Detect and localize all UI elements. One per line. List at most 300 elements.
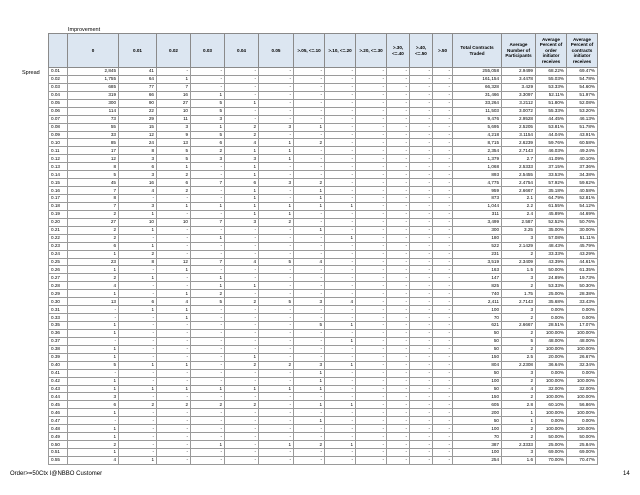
spread-cell: 0.08: [49, 123, 68, 131]
table-cell: -: [294, 131, 325, 139]
table-cell: 1: [119, 226, 157, 234]
table-cell: 3: [225, 155, 259, 163]
table-cell: -: [225, 68, 259, 76]
table-cell: 69.47%: [567, 68, 598, 76]
table-cell: 13: [157, 139, 191, 147]
spread-cell: 0.26: [49, 266, 68, 274]
table-cell: 30.00%: [567, 226, 598, 234]
table-row: [49, 115, 598, 123]
table-cell: 200: [453, 409, 502, 417]
table-cell: -: [294, 250, 325, 258]
table-cell: 32.34%: [567, 361, 598, 369]
footer-caption: Order>=50Ctx I@NBBO Customer: [10, 471, 103, 477]
table-cell: 3.3097: [502, 91, 536, 99]
table-cell: 10: [119, 218, 157, 226]
table-cell: -: [294, 163, 325, 171]
table-cell: 6: [119, 163, 157, 171]
table-cell: -: [119, 425, 157, 433]
table-cell: -: [387, 195, 410, 203]
table-cell: -: [225, 345, 259, 353]
table-cell: 1: [259, 385, 294, 393]
table-cell: -: [410, 210, 433, 218]
table-cell: -: [410, 202, 433, 210]
table-cell: 44.69%: [567, 210, 598, 218]
table-cell: -: [68, 417, 119, 425]
table-cell: -: [157, 329, 191, 337]
table-cell: 1: [68, 449, 119, 457]
spread-cell: 0.14: [49, 171, 68, 179]
table-cell: 66,328: [453, 83, 502, 91]
table-cell: -: [225, 369, 259, 377]
table-cell: 25.00%: [536, 441, 567, 449]
table-cell: -: [356, 99, 387, 107]
table-row: [49, 449, 598, 457]
table-cell: -: [433, 274, 453, 282]
table-cell: -: [119, 449, 157, 457]
table-cell: 73: [68, 115, 119, 123]
table-cell: -: [294, 353, 325, 361]
table-cell: 3: [294, 361, 325, 369]
table-cell: 33.53%: [536, 171, 567, 179]
spread-cell: 0.21: [49, 226, 68, 234]
table-cell: 46.03%: [536, 147, 567, 155]
table-cell: -: [410, 345, 433, 353]
table-cell: 8: [68, 195, 119, 203]
table-cell: -: [410, 353, 433, 361]
table-cell: -: [191, 242, 225, 250]
table-cell: 0.00%: [536, 417, 567, 425]
table-cell: -: [259, 107, 294, 115]
table-cell: -: [157, 282, 191, 290]
table-cell: 12: [68, 155, 119, 163]
table-cell: 1: [119, 210, 157, 218]
table-cell: 5: [502, 337, 536, 345]
table-row: [49, 234, 598, 242]
table-cell: -: [356, 91, 387, 99]
table-cell: 70.47%: [567, 456, 598, 464]
table-cell: -: [356, 361, 387, 369]
table-row: [49, 337, 598, 345]
table-cell: 2,845: [68, 68, 119, 76]
table-cell: 311: [453, 210, 502, 218]
spread-cell: 0.25: [49, 258, 68, 266]
table-cell: -: [325, 266, 356, 274]
table-cell: 24: [119, 139, 157, 147]
table-cell: -: [387, 234, 410, 242]
table-cell: -: [259, 329, 294, 337]
table-cell: 1: [325, 322, 356, 330]
column-header: Average Percent of order initiator receives: [536, 34, 567, 68]
table-cell: 893: [453, 171, 502, 179]
table-cell: 1: [157, 290, 191, 298]
table-cell: -: [225, 322, 259, 330]
table-cell: -: [410, 401, 433, 409]
table-cell: -: [259, 425, 294, 433]
table-cell: -: [119, 441, 157, 449]
table-cell: -: [325, 155, 356, 163]
table-cell: -: [191, 163, 225, 171]
spread-cell: 0.24: [49, 250, 68, 258]
table-cell: 3: [191, 155, 225, 163]
table-cell: -: [157, 210, 191, 218]
table-cell: 1.5: [502, 266, 536, 274]
spread-cell: 0.13: [49, 163, 68, 171]
table-cell: 2: [294, 139, 325, 147]
table-cell: -: [325, 115, 356, 123]
table-cell: 1,044: [453, 202, 502, 210]
table-cell: -: [294, 274, 325, 282]
table-cell: -: [325, 218, 356, 226]
table-cell: -: [356, 123, 387, 131]
table-cell: -: [387, 329, 410, 337]
table-row: [49, 322, 598, 330]
table-cell: -: [356, 417, 387, 425]
table-row: [49, 258, 598, 266]
table-cell: 54.12%: [567, 202, 598, 210]
table-cell: -: [259, 449, 294, 457]
table-cell: 53.33%: [536, 282, 567, 290]
table-cell: -: [225, 226, 259, 234]
table-cell: -: [157, 456, 191, 464]
table-cell: -: [433, 68, 453, 76]
table-cell: 2.587: [502, 218, 536, 226]
table-cell: 2: [157, 187, 191, 195]
table-cell: 2: [225, 401, 259, 409]
table-cell: 57.92%: [536, 179, 567, 187]
table-cell: -: [410, 226, 433, 234]
table-cell: -: [325, 171, 356, 179]
table-cell: 9,476: [453, 115, 502, 123]
table-row: [49, 282, 598, 290]
table-row: [49, 345, 598, 353]
table-cell: 15: [119, 123, 157, 131]
table-cell: 100: [453, 306, 502, 314]
table-cell: 4: [225, 139, 259, 147]
table-cell: 1: [157, 306, 191, 314]
table-row: [49, 369, 598, 377]
table-cell: 2.3409: [502, 258, 536, 266]
table-cell: 100: [453, 449, 502, 457]
table-cell: 100.00%: [536, 345, 567, 353]
table-cell: 2: [119, 401, 157, 409]
table-cell: -: [433, 361, 453, 369]
table-cell: -: [259, 242, 294, 250]
spread-cell: 0.51: [49, 449, 68, 457]
table-cell: -: [191, 68, 225, 76]
table-cell: 1: [157, 202, 191, 210]
table-cell: 3,499: [453, 218, 502, 226]
table-row: [49, 139, 598, 147]
table-cell: -: [157, 242, 191, 250]
table-cell: -: [294, 449, 325, 457]
table-cell: -: [356, 385, 387, 393]
table-cell: -: [356, 163, 387, 171]
table-cell: 1: [119, 385, 157, 393]
table-cell: 57.08%: [536, 234, 567, 242]
table-cell: -: [157, 417, 191, 425]
table-cell: -: [410, 385, 433, 393]
table-cell: 2: [259, 218, 294, 226]
table-cell: -: [119, 337, 157, 345]
table-cell: 1: [259, 210, 294, 218]
table-cell: 51.78%: [567, 123, 598, 131]
table-cell: -: [325, 139, 356, 147]
table-cell: -: [433, 266, 453, 274]
table-cell: -: [433, 433, 453, 441]
table-cell: 1: [68, 377, 119, 385]
table-cell: -: [356, 75, 387, 83]
table-cell: 2.5333: [502, 163, 536, 171]
table-cell: -: [325, 107, 356, 115]
table-cell: 60.58%: [567, 139, 598, 147]
spread-cell: 0.35: [49, 322, 68, 330]
table-cell: -: [259, 250, 294, 258]
table-cell: 1: [68, 322, 119, 330]
spread-cell: 0.33: [49, 314, 68, 322]
table-cell: 4: [119, 187, 157, 195]
table-cell: 3: [157, 123, 191, 131]
table-cell: 1: [294, 187, 325, 195]
table-cell: 1: [502, 417, 536, 425]
table-cell: 2: [191, 147, 225, 155]
table-cell: 1: [157, 75, 191, 83]
table-cell: -: [259, 187, 294, 195]
column-header: >.10, <=.20: [325, 34, 356, 68]
table-cell: -: [387, 115, 410, 123]
table-cell: -: [259, 290, 294, 298]
table-cell: 1: [225, 282, 259, 290]
table-cell: -: [356, 441, 387, 449]
table-cell: 6: [68, 242, 119, 250]
table-row: [49, 242, 598, 250]
table-cell: -: [433, 131, 453, 139]
table-row: [49, 250, 598, 258]
table-cell: 1: [191, 202, 225, 210]
table-cell: 55.03%: [536, 75, 567, 83]
table-row: [49, 195, 598, 203]
table-cell: -: [225, 242, 259, 250]
table-cell: 100.00%: [536, 329, 567, 337]
improvement-label: Improvement: [68, 27, 101, 33]
table-cell: 1: [225, 195, 259, 203]
table-cell: -: [433, 250, 453, 258]
table-cell: 1: [225, 99, 259, 107]
table-cell: -: [259, 377, 294, 385]
table-cell: -: [225, 234, 259, 242]
table-cell: -: [294, 393, 325, 401]
table-cell: 1: [191, 441, 225, 449]
table-cell: -: [259, 75, 294, 83]
table-cell: -: [191, 187, 225, 195]
table-cell: 685: [68, 83, 119, 91]
table-row: [49, 75, 598, 83]
table-cell: -: [259, 195, 294, 203]
table-cell: 1: [225, 187, 259, 195]
table-cell: -: [433, 258, 453, 266]
table-cell: -: [157, 441, 191, 449]
table-cell: -: [410, 322, 433, 330]
table-cell: -: [191, 306, 225, 314]
table-cell: -: [225, 449, 259, 457]
table-cell: -: [387, 242, 410, 250]
table-row: [49, 377, 598, 385]
table-cell: -: [259, 353, 294, 361]
table-cell: 11,503: [453, 107, 502, 115]
table-cell: -: [387, 456, 410, 464]
table-cell: 33.33%: [536, 250, 567, 258]
table-cell: -: [387, 290, 410, 298]
table-cell: -: [356, 242, 387, 250]
spread-cell: 0.40: [49, 361, 68, 369]
table-cell: 1: [119, 274, 157, 282]
table-cell: -: [259, 314, 294, 322]
table-cell: -: [259, 306, 294, 314]
spread-cell: 0.47: [49, 417, 68, 425]
table-cell: 1: [259, 202, 294, 210]
table-cell: -: [325, 123, 356, 131]
table-cell: -: [225, 83, 259, 91]
spread-cell: 0.19: [49, 210, 68, 218]
spread-cell: 0.23: [49, 242, 68, 250]
table-cell: 3.0072: [502, 107, 536, 115]
table-row: [49, 425, 598, 433]
table-cell: 5: [259, 298, 294, 306]
table-cell: -: [119, 266, 157, 274]
table-cell: -: [294, 345, 325, 353]
table-cell: -: [410, 179, 433, 187]
table-cell: -: [387, 107, 410, 115]
table-cell: 33.43%: [567, 298, 598, 306]
table-cell: 50: [453, 345, 502, 353]
table-cell: 2.1429: [502, 242, 536, 250]
table-row: [49, 266, 598, 274]
table-cell: -: [387, 314, 410, 322]
table-cell: 1.6: [502, 456, 536, 464]
table-cell: -: [157, 337, 191, 345]
table-cell: -: [191, 369, 225, 377]
table-cell: -: [410, 91, 433, 99]
table-cell: -: [433, 393, 453, 401]
table-cell: 0.00%: [536, 314, 567, 322]
table-cell: 2: [259, 361, 294, 369]
table-row: [49, 187, 598, 195]
table-cell: -: [356, 393, 387, 401]
table-cell: -: [356, 409, 387, 417]
table-cell: -: [433, 202, 453, 210]
table-cell: 300: [68, 99, 119, 107]
table-cell: 3.1154: [502, 131, 536, 139]
table-cell: -: [259, 83, 294, 91]
table-cell: -: [191, 425, 225, 433]
table-cell: 1: [68, 345, 119, 353]
table-cell: 2.5455: [502, 171, 536, 179]
table-cell: -: [433, 75, 453, 83]
table-cell: 5: [191, 131, 225, 139]
table-cell: 180: [453, 234, 502, 242]
table-row: [49, 417, 598, 425]
table-cell: 1: [325, 441, 356, 449]
table-cell: 1: [157, 385, 191, 393]
table-cell: -: [387, 123, 410, 131]
table-cell: 3: [191, 115, 225, 123]
table-cell: 873: [453, 195, 502, 203]
spread-label: Spread: [22, 70, 40, 76]
table-cell: 1: [191, 274, 225, 282]
table-cell: -: [259, 337, 294, 345]
table-cell: -: [410, 337, 433, 345]
table-cell: -: [387, 298, 410, 306]
table-cell: -: [225, 306, 259, 314]
table-cell: -: [259, 417, 294, 425]
table-cell: -: [119, 329, 157, 337]
table-cell: 2: [119, 250, 157, 258]
table-cell: -: [119, 282, 157, 290]
table-cell: -: [325, 425, 356, 433]
table-cell: -: [356, 449, 387, 457]
column-header: 0.02: [157, 34, 191, 68]
table-cell: -: [433, 139, 453, 147]
table-cell: 43.91%: [567, 131, 598, 139]
table-cell: 1: [68, 433, 119, 441]
table-cell: -: [356, 155, 387, 163]
table-cell: 50.30%: [567, 282, 598, 290]
table-cell: -: [294, 337, 325, 345]
table-cell: -: [433, 345, 453, 353]
table-cell: -: [387, 433, 410, 441]
table-cell: 2,411: [453, 298, 502, 306]
table-cell: 2.1: [502, 195, 536, 203]
table-cell: -: [294, 107, 325, 115]
table-row: [49, 401, 598, 409]
table-cell: 10: [157, 107, 191, 115]
table-cell: 2,354: [453, 147, 502, 155]
table-cell: -: [433, 298, 453, 306]
improvement-table: [48, 33, 598, 465]
table-cell: -: [157, 425, 191, 433]
spread-cell: 0.36: [49, 329, 68, 337]
table-cell: -: [157, 393, 191, 401]
table-cell: -: [157, 433, 191, 441]
table-cell: -: [325, 258, 356, 266]
table-cell: -: [294, 91, 325, 99]
table-cell: -: [387, 68, 410, 76]
table-cell: -: [325, 226, 356, 234]
table-cell: -: [410, 68, 433, 76]
table-cell: -: [294, 234, 325, 242]
table-cell: -: [68, 369, 119, 377]
table-cell: 35.68%: [536, 298, 567, 306]
table-cell: -: [325, 409, 356, 417]
table-cell: 5: [191, 298, 225, 306]
spread-cell: 0.10: [49, 139, 68, 147]
table-cell: -: [387, 393, 410, 401]
table-cell: -: [387, 139, 410, 147]
table-cell: -: [356, 322, 387, 330]
table-cell: -: [387, 131, 410, 139]
table-cell: 1: [225, 210, 259, 218]
table-cell: -: [410, 83, 433, 91]
table-cell: 56.86%: [567, 401, 598, 409]
table-cell: -: [410, 131, 433, 139]
table-cell: -: [225, 337, 259, 345]
table-cell: 17: [68, 147, 119, 155]
table-cell: 7: [68, 187, 119, 195]
table-cell: -: [325, 179, 356, 187]
table-cell: -: [259, 456, 294, 464]
table-cell: 7: [68, 202, 119, 210]
table-cell: -: [191, 345, 225, 353]
table-cell: -: [325, 369, 356, 377]
